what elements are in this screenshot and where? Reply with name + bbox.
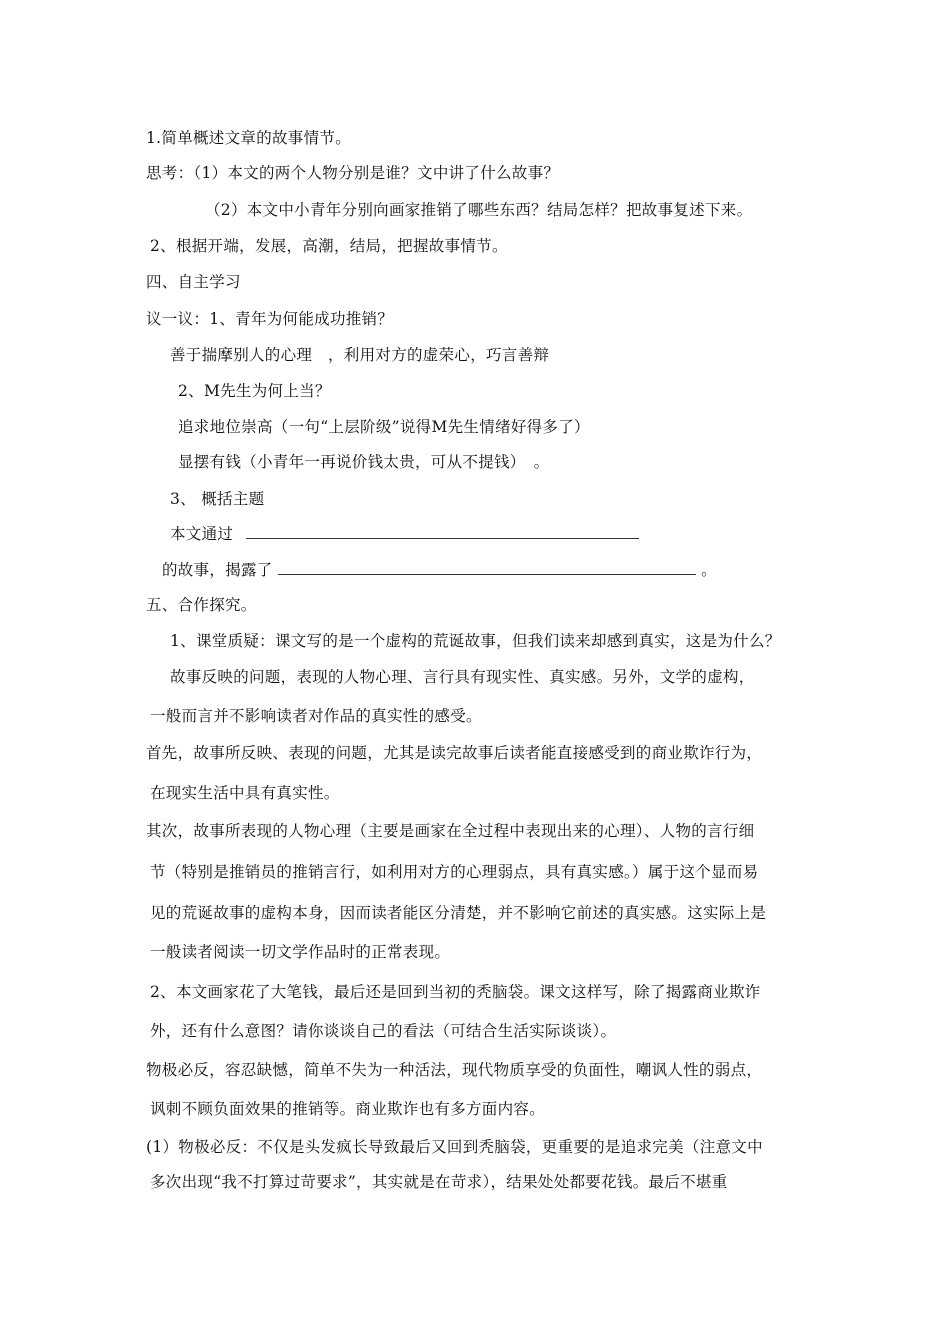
text-line: 1、课堂质疑：课文写的是一个虚构的荒诞故事，但我们读来却感到真实，这是为什么？	[170, 632, 781, 650]
text-line: 一般读者阅读一切文学作品时的正常表现。	[150, 943, 451, 961]
text-line: 议一议：1、青年为何能成功推销？	[146, 310, 394, 328]
answer-blank[interactable]	[246, 524, 639, 539]
text-line: 显摆有钱（小青年一再说价钱太贵，可从不提钱） 。	[178, 453, 550, 471]
answer-blank[interactable]	[278, 560, 696, 575]
text-line: 一般而言并不影响读者对作品的真实性的感受。	[150, 707, 482, 725]
text-line: 思考：（1）本文的两个人物分别是谁？文中讲了什么故事？	[146, 164, 560, 182]
text-line: 其次，故事所表现的人物心理（主要是画家在全过程中表现出来的心理）、人物的言行细	[146, 822, 755, 840]
text-line: 节（特别是推销员的推销言行，如利用对方的心理弱点，具有真实感。）属于这个显而易	[150, 863, 759, 881]
text-line: 在现实生活中具有真实性。	[150, 784, 340, 802]
text-line: 首先，故事所反映、表现的问题，尤其是读完故事后读者能直接感受到的商业欺诈行为，	[146, 744, 763, 762]
text-line: 2、本文画家花了大笔钱，最后还是回到当初的秃脑袋。课文这样写，除了揭露商业欺诈	[150, 983, 761, 1001]
text-line: 见的荒诞故事的虚构本身，因而读者能区分清楚，并不影响它前述的真实感。这实际上是	[150, 904, 767, 922]
text-line: 物极必反，容忍缺憾，简单不失为一种活法，现代物质享受的负面性，嘲讽人性的弱点，	[146, 1061, 763, 1079]
section-heading: 四、自主学习	[146, 273, 241, 291]
text-line: 多次出现“我不打算过苛要求”，其实就是在苛求），结果处处都要花钱。最后不堪重	[150, 1173, 728, 1191]
text-line: 1.简单概述文章的故事情节。	[146, 129, 351, 147]
fill-in-line-1	[170, 524, 639, 544]
text-line: (1）物极必反：不仅是头发疯长导致最后又回到秃脑袋，更重要的是追求完美（注意文中	[146, 1138, 763, 1156]
fill-in-line-2	[162, 560, 717, 580]
text-label: 。	[701, 561, 717, 579]
text-line: 善于揣摩别人的心理 ，利用对方的虚荣心，巧言善辩	[170, 346, 550, 364]
text-line: 外，还有什么意图？请你谈谈自己的看法（可结合生活实际谈谈）。	[150, 1022, 617, 1040]
text-line: 故事反映的问题，表现的人物心理、言行具有现实性、真实感。另外，文学的虚构，	[170, 668, 755, 686]
text-line: 追求地位崇高（一句“上层阶级”说得M先生情绪好得多了）	[178, 418, 590, 436]
section-heading: 五、合作探究。	[146, 596, 257, 614]
text-line: （2）本文中小青年分别向画家推销了哪些东西？结局怎样？把故事复述下来。	[205, 201, 753, 219]
text-line: 2、根据开端，发展，高潮，结局，把握故事情节。	[150, 237, 508, 255]
text-line: 2、M先生为何上当？	[178, 382, 331, 400]
text-label: 本文通过	[170, 525, 234, 543]
text-line: 讽刺不顾负面效果的推销等。商业欺诈也有多方面内容。	[150, 1100, 546, 1118]
text-line: 3、 概括主题	[170, 490, 265, 508]
text-label: 的故事，揭露了	[162, 561, 273, 579]
